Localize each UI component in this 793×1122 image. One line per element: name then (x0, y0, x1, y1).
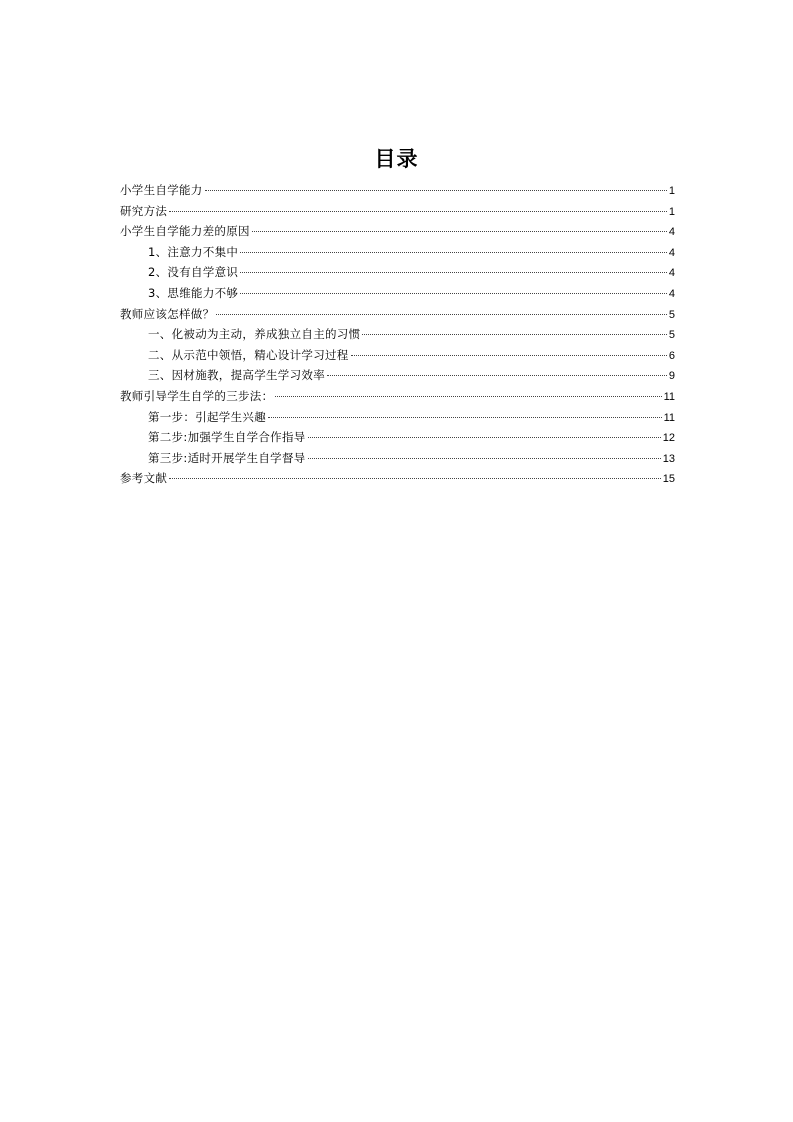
toc-entry[interactable] (120, 407, 675, 428)
toc-entry-page: 1 (668, 205, 675, 218)
toc-entry[interactable] (120, 180, 675, 201)
toc-dot-leader (216, 314, 666, 315)
toc-entry-page: 1 (668, 185, 675, 197)
toc-dot-leader (351, 355, 667, 356)
toc-entry[interactable] (120, 448, 675, 469)
toc-list (120, 180, 675, 489)
toc-entry-page: 15 (662, 473, 675, 486)
toc-entry-page: 4 (668, 226, 675, 239)
toc-entry[interactable] (120, 386, 675, 407)
toc-entry[interactable] (120, 427, 675, 448)
toc-title: 目录 (374, 147, 419, 171)
toc-entry[interactable] (120, 365, 675, 386)
toc-entry[interactable] (120, 468, 675, 489)
toc-entry-label: 2、没有自学意识 (148, 265, 239, 280)
toc-entry-label: 教师应该怎样做？ (120, 306, 215, 321)
toc-entry-page: 11 (663, 390, 675, 403)
toc-entry-label: 参考文献 (120, 471, 168, 486)
toc-entry-page: 13 (662, 452, 675, 465)
toc-entry[interactable] (120, 324, 675, 345)
toc-dot-leader (240, 252, 667, 253)
toc-dot-leader (169, 211, 667, 212)
toc-dot-leader (169, 478, 661, 479)
toc-entry-label: 研究方法 (120, 203, 168, 218)
toc-dot-leader (240, 272, 667, 273)
toc-entry-page: 12 (662, 432, 675, 445)
toc-entry-label: 第三步:适时开展学生自学督导 (148, 450, 306, 465)
toc-entry[interactable] (120, 262, 675, 283)
toc-dot-leader (275, 396, 661, 397)
toc-dot-leader (205, 190, 667, 191)
toc-dot-leader (240, 293, 667, 294)
toc-entry-label: 1、注意力不集中 (148, 244, 239, 259)
toc-entry-page: 11 (663, 411, 675, 424)
toc-entry-page: 4 (668, 267, 675, 280)
toc-entry-label: 第一步：引起学生兴趣 (148, 409, 266, 424)
toc-entry[interactable] (120, 201, 675, 222)
toc-entry[interactable] (120, 304, 675, 325)
toc-entry[interactable] (120, 242, 675, 263)
toc-entry-label: 小学生自学能力 (120, 183, 203, 197)
toc-dot-leader (308, 458, 661, 459)
toc-entry-label: 二、从示范中领悟，精心设计学习过程 (148, 347, 349, 362)
toc-dot-leader (268, 417, 662, 418)
toc-entry-page: 6 (668, 349, 675, 362)
toc-entry-page: 5 (668, 329, 675, 342)
toc-entry-page: 9 (668, 370, 675, 383)
toc-entry[interactable] (120, 345, 675, 366)
toc-dot-leader (252, 231, 667, 232)
toc-entry-label: 第二步:加强学生自学合作指导 (148, 430, 306, 445)
toc-entry-page: 4 (668, 287, 675, 300)
toc-entry[interactable] (120, 283, 675, 304)
toc-entry[interactable] (120, 221, 675, 242)
toc-entry-page: 5 (668, 308, 675, 321)
toc-entry-label: 三、因材施教，提高学生学习效率 (148, 368, 325, 383)
toc-dot-leader (308, 437, 661, 438)
toc-entry-label: 3、思维能力不够 (148, 285, 239, 300)
toc-entry-label: 小学生自学能力差的原因 (120, 224, 250, 239)
toc-dot-leader (362, 334, 666, 335)
toc-entry-label: 教师引导学生自学的三步法： (120, 388, 274, 403)
toc-dot-leader (327, 375, 667, 376)
toc-entry-label: 一、化被动为主动，养成独立自主的习惯 (148, 327, 361, 342)
toc-entry-page: 4 (668, 246, 675, 259)
